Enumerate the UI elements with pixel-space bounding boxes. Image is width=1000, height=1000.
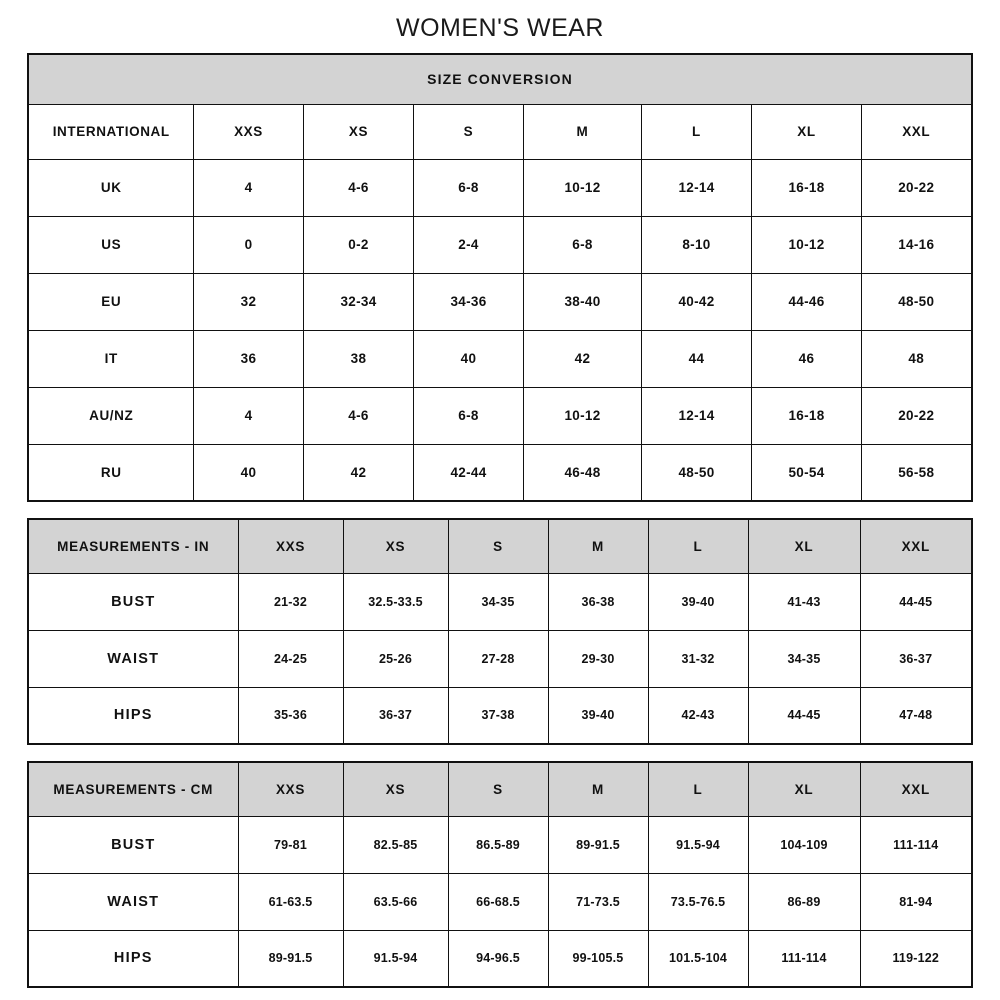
table-row — [28, 873, 972, 930]
measurements-in-cell: 36-37 — [860, 630, 972, 687]
measurements-cm-header-xxs: XXS — [238, 762, 343, 816]
table-row — [28, 630, 972, 687]
conversion-header-xl: XL — [751, 104, 861, 159]
conversion-cell: 40-42 — [641, 273, 751, 330]
measurements-cm-cell: 94-96.5 — [448, 930, 548, 987]
measurements-in-cell: 41-43 — [748, 573, 860, 630]
conversion-cell: 38 — [303, 330, 413, 387]
measurements-cm-cell: 86.5-89 — [448, 816, 548, 873]
conversion-cell: 50-54 — [751, 444, 861, 501]
conversion-cell: 12-14 — [641, 387, 751, 444]
conversion-row-label: UK — [28, 159, 193, 216]
measurements-in-cell: 35-36 — [238, 687, 343, 744]
conversion-cell: 16-18 — [751, 159, 861, 216]
conversion-cell: 44-46 — [751, 273, 861, 330]
size-conversion-table — [27, 53, 972, 502]
conversion-cell: 32 — [193, 273, 303, 330]
measurements-in-cell: 24-25 — [238, 630, 343, 687]
conversion-cell: 6-8 — [523, 216, 641, 273]
conversion-cell: 12-14 — [641, 159, 751, 216]
conversion-cell: 2-4 — [413, 216, 523, 273]
conversion-cell: 14-16 — [861, 216, 971, 273]
measurements-cm-cell: 111-114 — [748, 930, 860, 987]
measurements-cm-cell: 86-89 — [748, 873, 860, 930]
conversion-cell: 6-8 — [413, 387, 523, 444]
measurements-cm-header-xl: XL — [748, 762, 860, 816]
measurements-in-cell: 47-48 — [860, 687, 972, 744]
measurements-cm-cell: 91.5-94 — [343, 930, 448, 987]
measurements-cm-header-label: MEASUREMENTS - CM — [28, 762, 238, 816]
conversion-header-xxs: XXS — [193, 104, 303, 159]
conversion-cell: 4 — [193, 159, 303, 216]
conversion-cell: 20-22 — [861, 387, 971, 444]
measurements-in-cell: 44-45 — [748, 687, 860, 744]
measurements-cm-row-label: WAIST — [28, 873, 238, 930]
measurements-in-cell: 29-30 — [548, 630, 648, 687]
measurements-in-header-label: MEASUREMENTS - IN — [28, 519, 238, 573]
measurements-cm-cell: 73.5-76.5 — [648, 873, 748, 930]
measurements-cm-cell: 91.5-94 — [648, 816, 748, 873]
measurements-in-row-label: HIPS — [28, 687, 238, 744]
measurements-in-cell: 36-38 — [548, 573, 648, 630]
measurements-cm-cell: 89-91.5 — [548, 816, 648, 873]
measurements-in-header-xs: XS — [343, 519, 448, 573]
conversion-cell: 10-12 — [523, 387, 641, 444]
measurements-in-cell: 39-40 — [548, 687, 648, 744]
measurements-in-cell: 39-40 — [648, 573, 748, 630]
measurements-in-header-row — [28, 519, 972, 573]
measurements-in-cell: 44-45 — [860, 573, 972, 630]
conversion-cell: 46-48 — [523, 444, 641, 501]
table-row — [28, 687, 972, 744]
measurements-in-header-xl: XL — [748, 519, 860, 573]
measurements-cm-header-l: L — [648, 762, 748, 816]
measurements-cm-header-row — [28, 762, 972, 816]
measurements-cm-cell: 79-81 — [238, 816, 343, 873]
conversion-cell: 4 — [193, 387, 303, 444]
conversion-cell: 42 — [303, 444, 413, 501]
measurements-cm-cell: 104-109 — [748, 816, 860, 873]
measurements-cm-row-label: BUST — [28, 816, 238, 873]
measurements-in-cell: 42-43 — [648, 687, 748, 744]
table-row — [28, 216, 971, 273]
table-row — [28, 816, 972, 873]
conversion-cell: 56-58 — [861, 444, 971, 501]
measurements-cm-cell: 89-91.5 — [238, 930, 343, 987]
conversion-header-s: S — [413, 104, 523, 159]
conversion-cell: 40 — [193, 444, 303, 501]
measurements-in-cell: 37-38 — [448, 687, 548, 744]
measurements-cm-cell: 82.5-85 — [343, 816, 448, 873]
table-row — [28, 273, 971, 330]
conversion-cell: 34-36 — [413, 273, 523, 330]
measurements-in-cell: 31-32 — [648, 630, 748, 687]
conversion-header-l: L — [641, 104, 751, 159]
conversion-cell: 0-2 — [303, 216, 413, 273]
conversion-cell: 42-44 — [413, 444, 523, 501]
conversion-cell: 48-50 — [641, 444, 751, 501]
measurements-cm-cell: 119-122 — [860, 930, 972, 987]
conversion-cell: 20-22 — [861, 159, 971, 216]
measurements-in-header-m: M — [548, 519, 648, 573]
measurements-in-cell: 32.5-33.5 — [343, 573, 448, 630]
conversion-row-label: AU/NZ — [28, 387, 193, 444]
measurements-cm-cell: 66-68.5 — [448, 873, 548, 930]
table-row — [28, 573, 972, 630]
conversion-banner: SIZE CONVERSION — [28, 54, 971, 104]
conversion-header-m: M — [523, 104, 641, 159]
measurements-in-header-s: S — [448, 519, 548, 573]
measurements-cm-row-label: HIPS — [28, 930, 238, 987]
conversion-cell: 38-40 — [523, 273, 641, 330]
conversion-cell: 36 — [193, 330, 303, 387]
conversion-cell: 40 — [413, 330, 523, 387]
measurements-in-cell: 34-35 — [748, 630, 860, 687]
conversion-cell: 46 — [751, 330, 861, 387]
conversion-header-xs: XS — [303, 104, 413, 159]
conversion-cell: 32-34 — [303, 273, 413, 330]
measurements-cm-header-xxl: XXL — [860, 762, 972, 816]
table-row — [28, 159, 971, 216]
conversion-cell: 0 — [193, 216, 303, 273]
conversion-cell: 48 — [861, 330, 971, 387]
measurements-in-table — [27, 518, 973, 745]
conversion-banner-row — [28, 54, 971, 104]
conversion-header-xxl: XXL — [861, 104, 971, 159]
measurements-in-header-xxl: XXL — [860, 519, 972, 573]
measurements-cm-cell: 99-105.5 — [548, 930, 648, 987]
measurements-in-header-xxs: XXS — [238, 519, 343, 573]
table-row — [28, 444, 971, 501]
measurements-in-cell: 25-26 — [343, 630, 448, 687]
measurements-cm-table — [27, 761, 973, 988]
conversion-cell: 44 — [641, 330, 751, 387]
measurements-in-row-label: WAIST — [28, 630, 238, 687]
measurements-cm-cell: 111-114 — [860, 816, 972, 873]
measurements-in-header-l: L — [648, 519, 748, 573]
conversion-header-international: INTERNATIONAL — [28, 104, 193, 159]
measurements-cm-cell: 63.5-66 — [343, 873, 448, 930]
measurements-in-cell: 36-37 — [343, 687, 448, 744]
conversion-row-label: US — [28, 216, 193, 273]
table-row — [28, 330, 971, 387]
conversion-cell: 10-12 — [523, 159, 641, 216]
measurements-in-cell: 21-32 — [238, 573, 343, 630]
table-row — [28, 387, 971, 444]
table-row — [28, 930, 972, 987]
measurements-cm-cell: 101.5-104 — [648, 930, 748, 987]
measurements-cm-header-xs: XS — [343, 762, 448, 816]
conversion-cell: 4-6 — [303, 387, 413, 444]
conversion-cell: 10-12 — [751, 216, 861, 273]
measurements-cm-cell: 71-73.5 — [548, 873, 648, 930]
measurements-cm-cell: 61-63.5 — [238, 873, 343, 930]
conversion-row-label: EU — [28, 273, 193, 330]
conversion-header-row — [28, 104, 971, 159]
measurements-in-row-label: BUST — [28, 573, 238, 630]
conversion-cell: 42 — [523, 330, 641, 387]
measurements-cm-header-s: S — [448, 762, 548, 816]
measurements-cm-cell: 81-94 — [860, 873, 972, 930]
conversion-row-label: RU — [28, 444, 193, 501]
measurements-in-cell: 27-28 — [448, 630, 548, 687]
conversion-row-label: IT — [28, 330, 193, 387]
conversion-cell: 16-18 — [751, 387, 861, 444]
measurements-in-cell: 34-35 — [448, 573, 548, 630]
conversion-cell: 48-50 — [861, 273, 971, 330]
page-title: WOMEN'S WEAR — [396, 14, 604, 42]
measurements-cm-header-m: M — [548, 762, 648, 816]
conversion-cell: 8-10 — [641, 216, 751, 273]
conversion-cell: 6-8 — [413, 159, 523, 216]
conversion-cell: 4-6 — [303, 159, 413, 216]
